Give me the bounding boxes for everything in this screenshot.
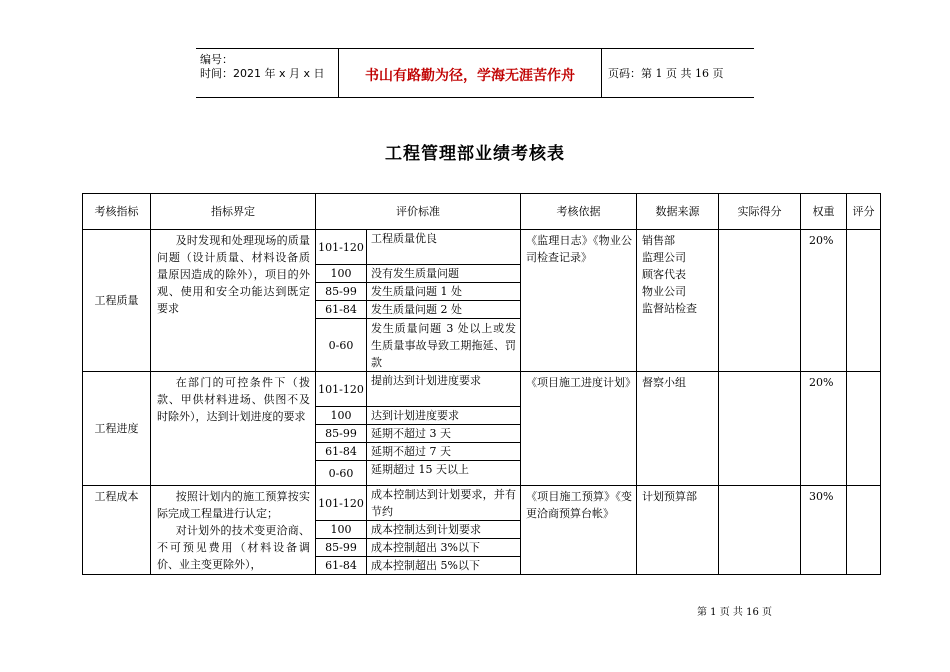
score-cell: 0-60: [316, 319, 367, 372]
criteria-cell: 延期超过 15 天以上: [367, 461, 521, 486]
source-cell: [637, 372, 719, 486]
score-cell: 61-84: [316, 443, 367, 461]
score-cell: 101-120: [316, 230, 367, 265]
rating-cell: [847, 372, 881, 486]
criteria-cell: 没有发生质量问题: [367, 265, 521, 283]
col-header-basis: 考核依据: [521, 194, 637, 230]
source-item: 督察小组: [642, 376, 686, 389]
definition-paragraph: 对计划外的技术变更洽商、不可预见费用（材料设备调价、业主变更除外），: [157, 524, 310, 571]
col-header-rating: 评分: [847, 194, 881, 230]
document-header: [196, 48, 754, 98]
basis-cell: 《项目施工预算》《变更洽商预算台帐》: [521, 486, 637, 575]
source-cell: [637, 486, 719, 575]
time-label: 时间：2021 年 x 月 x 日: [200, 67, 325, 80]
score-cell: 85-99: [316, 425, 367, 443]
basis-cell: 《监理日志》《物业公司检查记录》: [521, 230, 637, 372]
weight-cell: 20%: [801, 230, 847, 372]
criteria-cell: 工程质量优良: [367, 230, 521, 265]
table-row: [83, 372, 881, 407]
criteria-cell: 成本控制超出 3%以下: [367, 539, 521, 557]
score-cell: 100: [316, 265, 367, 283]
source-item: 顾客代表: [642, 268, 686, 281]
definition-cell: [151, 486, 316, 575]
actual-score-cell: [719, 486, 801, 575]
criteria-cell: 发生质量问题 2 处: [367, 301, 521, 319]
score-cell: 61-84: [316, 557, 367, 575]
header-meta: [196, 49, 338, 97]
page-title: 工程管理部业绩考核表: [385, 144, 565, 164]
score-cell: 101-120: [316, 486, 367, 521]
source-item: 监理公司: [642, 251, 686, 264]
col-header-indicator: 考核指标: [83, 194, 151, 230]
criteria-cell: 发生质量问题 1 处: [367, 283, 521, 301]
rating-cell: [847, 230, 881, 372]
score-cell: 100: [316, 521, 367, 539]
source-item: 物业公司: [642, 285, 686, 298]
score-cell: 85-99: [316, 283, 367, 301]
table-row: [83, 486, 881, 521]
basis-cell: 《项目施工进度计划》: [521, 372, 637, 486]
score-cell: 61-84: [316, 301, 367, 319]
actual-score-cell: [719, 230, 801, 372]
col-header-source: 数据来源: [637, 194, 719, 230]
col-header-definition: 指标界定: [151, 194, 316, 230]
definition-paragraph: 按照计划内的施工预算按实际完成工程量进行认定；: [157, 490, 310, 520]
criteria-cell: 达到计划进度要求: [367, 407, 521, 425]
score-cell: 0-60: [316, 461, 367, 486]
assessment-table: [82, 193, 881, 575]
criteria-cell: 成本控制达到计划要求，并有节约: [367, 486, 521, 521]
number-label: 编号：: [200, 53, 233, 66]
criteria-cell: 延期不超过 7 天: [367, 443, 521, 461]
definition-cell: 在部门的可控条件下（拨款、甲供材料进场、供图不及时除外），达到计划进度的要求: [151, 372, 316, 486]
actual-score-cell: [719, 372, 801, 486]
score-cell: 101-120: [316, 372, 367, 407]
source-cell: [637, 230, 719, 372]
criteria-cell: 发生质量问题 3 处以上或发生质量事故导致工期拖延、罚款: [367, 319, 521, 372]
weight-cell: 30%: [801, 486, 847, 575]
criteria-cell: 延期不超过 3 天: [367, 425, 521, 443]
weight-cell: 20%: [801, 372, 847, 486]
col-header-actual-score: 实际得分: [719, 194, 801, 230]
col-header-weight: 权重: [801, 194, 847, 230]
indicator-cell: 工程质量: [83, 230, 151, 372]
source-item: 销售部: [642, 234, 675, 247]
source-item: 监督站检查: [642, 302, 697, 315]
table-row: [83, 230, 881, 265]
criteria-cell: 成本控制超出 5%以下: [367, 557, 521, 575]
page-footer: 第 1 页 共 16 页: [697, 607, 772, 618]
criteria-cell: 成本控制达到计划要求: [367, 521, 521, 539]
rating-cell: [847, 486, 881, 575]
table-header-row: [83, 194, 881, 230]
definition-cell: 及时发现和处理现场的质量问题（设计质量、材料设备质量原因造成的除外），项目的外观、使用和安全功能达到既定要求: [151, 230, 316, 372]
source-item: 计划预算部: [642, 490, 697, 503]
col-header-criteria: 评价标准: [316, 194, 521, 230]
criteria-cell: 提前达到计划进度要求: [367, 372, 521, 407]
score-cell: 100: [316, 407, 367, 425]
motto: 书山有路勤为径，学海无涯苦作舟: [365, 68, 575, 84]
indicator-cell: 工程进度: [83, 372, 151, 486]
score-cell: 85-99: [316, 539, 367, 557]
page-label: 页码：第 1 页 共 16 页: [608, 67, 724, 80]
indicator-cell: 工程成本: [83, 486, 151, 575]
header-motto-cell: [338, 49, 602, 97]
